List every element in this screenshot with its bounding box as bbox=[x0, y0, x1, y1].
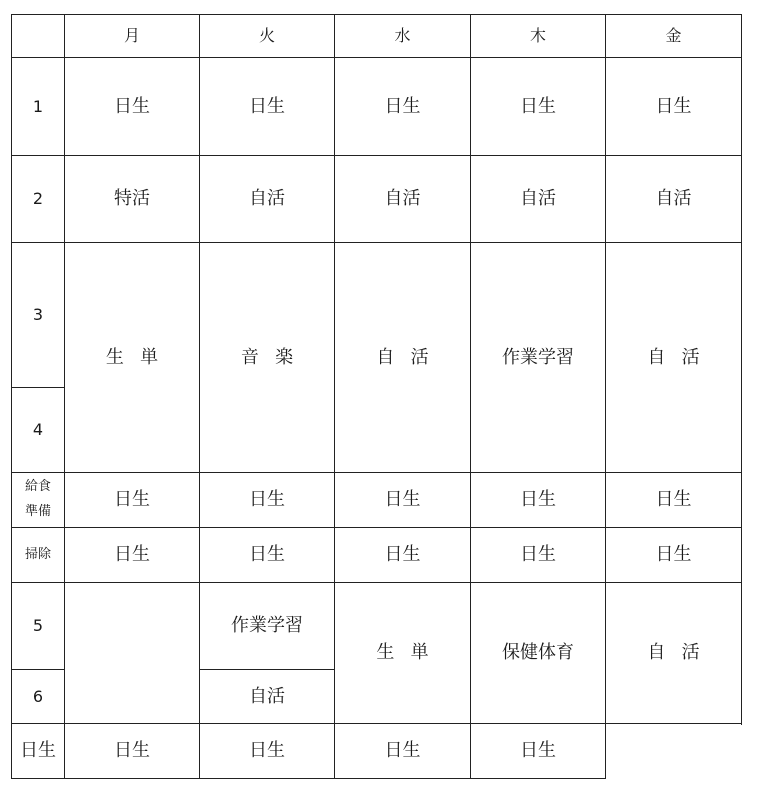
cell-p34-thu: 作業学習 bbox=[471, 243, 606, 473]
cell-p56-fri bbox=[606, 583, 742, 724]
header-row bbox=[12, 15, 742, 58]
cell-text: 生単 bbox=[105, 346, 175, 368]
cell-clean-tue: 日生 bbox=[200, 528, 335, 583]
cell-p5-tue: 作業学習 bbox=[200, 583, 335, 670]
cell-p1-mon: 日生 bbox=[65, 58, 200, 156]
cell-text: 自活 bbox=[647, 346, 716, 368]
cell-lunch-wed: 日生 bbox=[335, 473, 471, 528]
cell-p34-fri bbox=[606, 243, 742, 473]
cell-p34-mon bbox=[65, 243, 200, 473]
cell-p1-tue: 日生 bbox=[200, 58, 335, 156]
day-header-tue: 火 bbox=[200, 15, 335, 58]
cell-clean-wed: 日生 bbox=[335, 528, 471, 583]
table-row bbox=[12, 583, 742, 670]
cell-p1-fri: 日生 bbox=[606, 58, 742, 156]
cell-p2-wed: 自活 bbox=[335, 156, 471, 243]
cell-last-wed: 日生 bbox=[200, 724, 335, 779]
cell-last-fri: 日生 bbox=[471, 724, 606, 779]
period-label-6: 6 bbox=[12, 670, 65, 724]
cell-text: 音楽 bbox=[240, 346, 310, 368]
lunch-label-line2: 準備 bbox=[24, 504, 51, 519]
cell-lunch-thu: 日生 bbox=[471, 473, 606, 528]
period-label-4: 4 bbox=[12, 388, 65, 473]
day-header-fri: 金 bbox=[606, 15, 742, 58]
cell-last-mon: 日生 bbox=[12, 724, 65, 779]
lunch-label-line1: 給食 bbox=[24, 479, 51, 495]
table-row bbox=[12, 243, 742, 388]
cell-p6-tue: 自活 bbox=[200, 670, 335, 724]
period-label-cleaning: 掃除 bbox=[12, 528, 65, 583]
cell-lunch-fri: 日生 bbox=[606, 473, 742, 528]
table-row bbox=[12, 58, 742, 156]
cell-text: 生単 bbox=[376, 642, 445, 664]
cell-last-tue: 日生 bbox=[65, 724, 200, 779]
cell-lunch-tue: 日生 bbox=[200, 473, 335, 528]
timetable bbox=[11, 14, 742, 779]
cell-clean-thu: 日生 bbox=[471, 528, 606, 583]
day-header-wed: 水 bbox=[335, 15, 471, 58]
period-label-5: 5 bbox=[12, 583, 65, 670]
cell-p34-tue bbox=[200, 243, 335, 473]
corner-cell bbox=[12, 15, 65, 58]
cell-p34-wed bbox=[335, 243, 471, 473]
cell-p2-mon: 特活 bbox=[65, 156, 200, 243]
cell-p56-wed bbox=[335, 583, 471, 724]
cell-p2-tue: 自活 bbox=[200, 156, 335, 243]
table-row bbox=[12, 156, 742, 243]
period-label-1: 1 bbox=[12, 58, 65, 156]
cell-clean-mon: 日生 bbox=[65, 528, 200, 583]
cell-p2-thu: 自活 bbox=[471, 156, 606, 243]
cell-lunch-mon: 日生 bbox=[65, 473, 200, 528]
cell-text: 自活 bbox=[647, 642, 716, 664]
cell-text: 自活 bbox=[376, 346, 445, 368]
table-row bbox=[12, 473, 742, 528]
cell-p56-thu: 保健体育 bbox=[471, 583, 606, 724]
period-label-lunch bbox=[12, 473, 65, 528]
table-row bbox=[12, 528, 742, 583]
cell-p56-mon bbox=[65, 583, 200, 724]
cell-clean-fri: 日生 bbox=[606, 528, 742, 583]
period-label-3: 3 bbox=[12, 243, 65, 388]
cell-p1-thu: 日生 bbox=[471, 58, 606, 156]
cell-p2-fri: 自活 bbox=[606, 156, 742, 243]
table-row bbox=[12, 724, 742, 779]
day-header-thu: 木 bbox=[471, 15, 606, 58]
day-header-mon: 月 bbox=[65, 15, 200, 58]
cell-last-thu: 日生 bbox=[335, 724, 471, 779]
cell-p1-wed: 日生 bbox=[335, 58, 471, 156]
period-label-2: 2 bbox=[12, 156, 65, 243]
